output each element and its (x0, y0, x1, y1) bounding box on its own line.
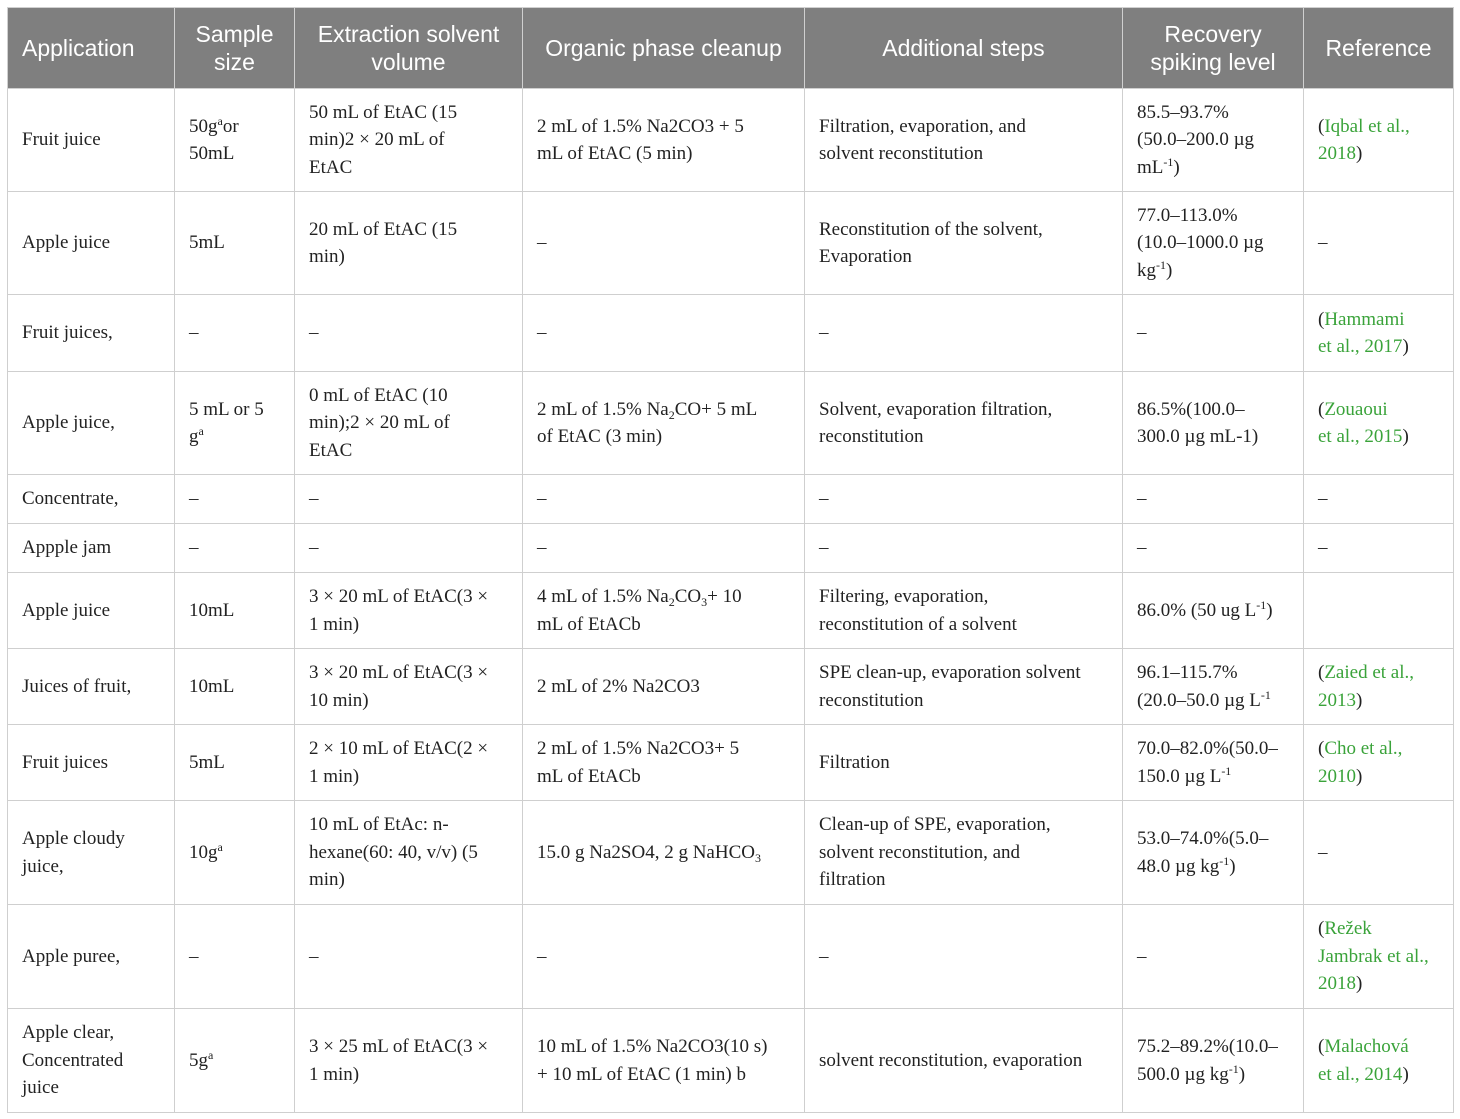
cell-sample-size: – (175, 295, 295, 372)
reference-link-mid[interactable]: Jambrak et al., (1318, 945, 1429, 967)
cell-cleanup: 10 mL of 1.5% Na2CO3(10 s) + 10 mL of EtAC (1 min) b (523, 1009, 805, 1113)
reference-link[interactable]: Hammami (1324, 308, 1405, 330)
table-row (8, 192, 1454, 295)
cell-sample-size: 5mL (175, 725, 295, 801)
cell-sample-size: 10mL (175, 573, 295, 649)
header-reference: Reference (1304, 8, 1454, 89)
cell-recovery: – (1123, 295, 1304, 372)
cell-cleanup: 2 mL of 1.5% $Na_2CO+ 5$ mL of EtAC (3 min) (523, 372, 805, 475)
header-recovery-spiking-level: Recovery spiking level (1123, 8, 1304, 89)
reference-link-year[interactable]: 2013 (1318, 689, 1356, 711)
data-table (7, 7, 1454, 1113)
cell-recovery: 75.2–89.2%(10.0– 500.0 µg $kg^{-1}$) (1123, 1009, 1304, 1113)
cell-recovery: 86.0% (50 ug $L^{-1}$) (1123, 573, 1304, 649)
cell-additional-steps: SPE clean-up, evaporation solvent reconstitution (805, 649, 1123, 725)
cell-sample-size: $5g^a$ (175, 1009, 295, 1113)
cell-application: Appple jam (8, 524, 175, 573)
cell-application: Apple clear, Concentrated juice (8, 1009, 175, 1113)
cell-extraction: – (295, 295, 523, 372)
header-organic-phase-cleanup: Organic phase cleanup (523, 8, 805, 89)
cell-reference: (Iqbal et al., 2018) (1304, 89, 1454, 192)
cell-extraction: 50 mL of EtAC (15 min)2 × 20 mL of EtAC (295, 89, 523, 192)
table-row (8, 372, 1454, 475)
table-row (8, 89, 1454, 192)
reference-link-year[interactable]: et al., 2015 (1318, 426, 1403, 447)
cell-extraction: 0 mL of EtAC (10 min);2 × 20 mL of EtAC (295, 372, 523, 475)
cell-reference: – (1304, 192, 1454, 295)
cell-reference: – (1304, 475, 1454, 524)
cell-cleanup: – (523, 192, 805, 295)
header-extraction-solvent-volume: Extraction solvent volume (295, 8, 523, 89)
reference-link[interactable]: Iqbal et al., (1324, 115, 1410, 137)
cell-additional-steps: Filtering, evaporation, reconstitution of a solvent (805, 573, 1123, 649)
cell-additional-steps: – (805, 905, 1123, 1009)
cell-recovery: – (1123, 475, 1304, 524)
table-row (8, 905, 1454, 1009)
cell-recovery: 85.5–93.7% (50.0–200.0 µg $mL^{-1}$) (1123, 89, 1304, 192)
cell-reference: (Zaied et al., 2013) (1304, 649, 1454, 725)
reference-link[interactable]: Malachová (1324, 1036, 1409, 1057)
cell-extraction: 3 × 20 mL of EtAC(3 × 1 min) (295, 573, 523, 649)
cell-sample-size: 10mL (175, 649, 295, 725)
cell-additional-steps: Clean-up of SPE, evaporation, solvent reconstitution, and filtration (805, 801, 1123, 905)
cell-reference: (Hammami et al., 2017) (1304, 295, 1454, 372)
cell-additional-steps: Solvent, evaporation filtration, reconstitution (805, 372, 1123, 475)
cell-application: Juices of fruit, (8, 649, 175, 725)
cell-cleanup: 4 mL of 1.5% $Na_2CO_3+ 10$ mL of EtACb (523, 573, 805, 649)
cell-application: Apple juice (8, 192, 175, 295)
cell-sample-size: 5mL (175, 192, 295, 295)
table-row (8, 475, 1454, 524)
header-application: Application (8, 8, 175, 89)
cell-reference: – (1304, 801, 1454, 905)
cell-sample-size: $50g^aor$ 50mL (175, 89, 295, 192)
table-row (8, 524, 1454, 573)
cell-additional-steps: – (805, 524, 1123, 573)
cell-cleanup: 15.0 g Na2SO4, 2 g NaHCO$_3$ (523, 801, 805, 905)
cell-reference: (Zouaoui et al., 2015) (1304, 372, 1454, 475)
header-sample-size: Sample size (175, 8, 295, 89)
cell-recovery: 77.0–113.0% (10.0–1000.0 µg $kg^{-1}$) (1123, 192, 1304, 295)
reference-link-year[interactable]: 2018 (1318, 143, 1356, 164)
cell-reference (1304, 573, 1454, 649)
cell-cleanup: – (523, 905, 805, 1009)
cell-reference: (Malachová et al., 2014) (1304, 1009, 1454, 1113)
cell-recovery: 70.0–82.0%(50.0– 150.0 µg $L^{-1}$ (1123, 725, 1304, 801)
header-row (8, 8, 1454, 89)
cell-extraction: 3 × 20 mL of EtAC(3 × 10 min) (295, 649, 523, 725)
cell-recovery: 86.5%(100.0– 300.0 µg mL-1) (1123, 372, 1304, 475)
cell-additional-steps: – (805, 295, 1123, 372)
cell-extraction: 2 × 10 mL of EtAC(2 × 1 min) (295, 725, 523, 801)
cell-reference: (Režek Jambrak et al., 2018) (1304, 905, 1454, 1009)
header-additional-steps: Additional steps (805, 8, 1123, 89)
cell-extraction: – (295, 905, 523, 1009)
reference-link-year[interactable]: 2018 (1318, 973, 1356, 995)
cell-application: Apple juice (8, 573, 175, 649)
cell-cleanup: 2 mL of 2% Na2CO3 (523, 649, 805, 725)
table-row (8, 573, 1454, 649)
table-row (8, 1009, 1454, 1113)
cell-application: Apple cloudy juice, (8, 801, 175, 905)
reference-link[interactable]: Zaied et al., (1324, 662, 1415, 683)
cell-additional-steps: Filtration, evaporation, and solvent reconstitution (805, 89, 1123, 192)
cell-additional-steps: Filtration (805, 725, 1123, 801)
table-row (8, 725, 1454, 801)
cell-cleanup: 2 mL of 1.5% Na2CO3+ 5 mL of EtACb (523, 725, 805, 801)
cell-recovery: 53.0–74.0%(5.0– 48.0 µg $kg^{-1}$) (1123, 801, 1304, 905)
cell-recovery: – (1123, 905, 1304, 1009)
cell-recovery: – (1123, 524, 1304, 573)
table-row (8, 649, 1454, 725)
cell-extraction: 3 × 25 mL of EtAC(3 × 1 min) (295, 1009, 523, 1113)
cell-reference: (Cho et al., 2010) (1304, 725, 1454, 801)
cell-recovery: 96.1–115.7% (20.0–50.0 µg $L^{-1}$ (1123, 649, 1304, 725)
cell-cleanup: – (523, 475, 805, 524)
table-row (8, 801, 1454, 905)
cell-extraction: – (295, 524, 523, 573)
cell-extraction: 10 mL of EtAc: n- hexane(60: 40, v/v) (5 min) (295, 801, 523, 905)
reference-link-year[interactable]: 2010 (1318, 765, 1356, 787)
cell-application: Apple juice, (8, 372, 175, 475)
reference-link[interactable]: Cho et al., (1324, 738, 1403, 759)
cell-application: Fruit juices, (8, 295, 175, 372)
cell-sample-size: $10g^a$ (175, 801, 295, 905)
cell-cleanup: 2 mL of 1.5% Na2CO3 + 5 mL of EtAC (5 min) (523, 89, 805, 192)
cell-application: Concentrate, (8, 475, 175, 524)
cell-cleanup: – (523, 524, 805, 573)
cell-application: Fruit juice (8, 89, 175, 192)
cell-cleanup: – (523, 295, 805, 372)
reference-link-year[interactable]: et al., 2017 (1318, 336, 1403, 357)
cell-reference: – (1304, 524, 1454, 573)
cell-sample-size: 5 mL or 5 $g^a$ (175, 372, 295, 475)
table-row (8, 295, 1454, 372)
cell-extraction: – (295, 475, 523, 524)
cell-sample-size: – (175, 524, 295, 573)
cell-additional-steps: solvent reconstitution, evaporation (805, 1009, 1123, 1113)
cell-application: Fruit juices (8, 725, 175, 801)
reference-link-year[interactable]: et al., 2014 (1318, 1063, 1403, 1085)
cell-application: Apple puree, (8, 905, 175, 1009)
reference-link[interactable]: Režek (1324, 918, 1372, 940)
cell-sample-size: – (175, 905, 295, 1009)
cell-additional-steps: Reconstitution of the solvent, Evaporation (805, 192, 1123, 295)
reference-link[interactable]: Zouaoui (1324, 398, 1388, 420)
cell-extraction: 20 mL of EtAC (15 min) (295, 192, 523, 295)
cell-additional-steps: – (805, 475, 1123, 524)
cell-sample-size: – (175, 475, 295, 524)
